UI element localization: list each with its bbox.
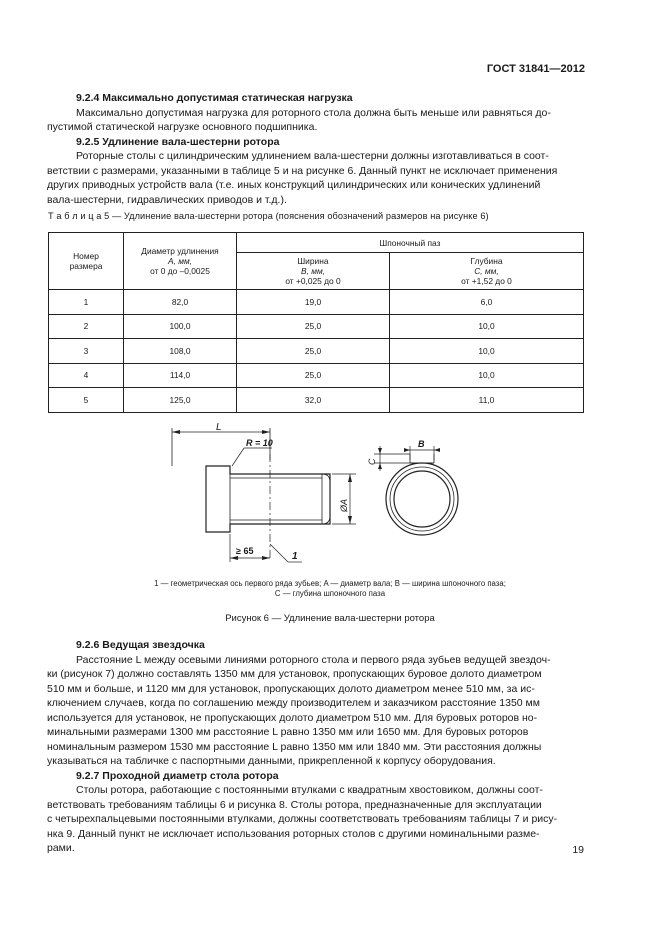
header-text: Глубина — [470, 256, 503, 266]
header-text: B, мм, — [300, 266, 326, 276]
table-5 — [48, 232, 584, 413]
shaft-drawing — [172, 428, 356, 562]
para-9-2-4 — [47, 106, 585, 135]
line: указываться на табличке с паспортными данными, прикрепленной к корпусу оборудования. — [47, 755, 496, 767]
line: ключением случаев, когда по соглашению между производителем и заказчиком расстояние 1350 мм — [47, 697, 540, 709]
section-bottom — [47, 638, 585, 856]
table-cell: 100,0 — [124, 314, 237, 339]
line: ветствии с размерами, указанными в таблице 5 и на рисунке 6. Данный пункт не исключает применения — [47, 164, 558, 177]
line: других приводных устройств вала (т.е. иных конструкций цилиндрических или конических удлинений — [47, 179, 541, 191]
line: Расстояние L между осевыми линиями роторного стола и первого ряда зубьев ведущей звездоч- — [76, 653, 551, 666]
para-9-2-6 — [47, 653, 585, 769]
line: 510 мм и больше, и 1120 мм для установок, пропускающих долото диаметром менее 510 мм, за ис- — [47, 682, 535, 695]
header-text: A, мм, — [167, 256, 193, 266]
table-cell: 114,0 — [124, 363, 237, 388]
header-text: Номер — [73, 251, 99, 261]
section-drawing — [374, 446, 458, 535]
label-B: B — [418, 439, 425, 449]
header-text: размера — [69, 261, 103, 271]
line: ки (рисунок 7) должно составлять 1350 мм для установок, пропускающих буровое долото диаметром — [47, 668, 542, 680]
table-cell: 25,0 — [237, 314, 390, 339]
line: вала-шестерни, гидравлических приводов и т.д.). — [47, 193, 287, 206]
header-keyway: Шпоночный паз — [237, 233, 584, 253]
table-cell: 5 — [49, 388, 124, 413]
line: пустимой статической нагрузке основного подшипника. — [47, 121, 318, 133]
label-A: ØA — [339, 498, 349, 512]
line: Роторные столы с цилиндрическим удлинением вала-шестерни должны изготавливаться в соот- — [76, 150, 549, 162]
figure-6-drawing — [160, 420, 480, 570]
table-cell: 10,0 — [390, 363, 584, 388]
table-cell: 2 — [49, 314, 124, 339]
table-row — [49, 314, 584, 339]
header-text: от 0 до –0,0025 — [150, 266, 210, 276]
table-cell: 6,0 — [390, 290, 584, 315]
header-number — [49, 233, 124, 290]
line: нка 9. Данный пункт не исключает использования роторных столов с другими номинальными разме- — [47, 827, 540, 840]
legend-line: 1 — геометрическая ось первого ряда зубьев; A — диаметр вала; B — ширина шпоночного паза; — [154, 579, 506, 588]
label-R: R = 10 — [246, 438, 273, 448]
label-ge: ≥ 65 — [236, 546, 254, 556]
table-cell: 25,0 — [237, 339, 390, 364]
heading-9-2-7: 9.2.7 Проходной диаметр стола ротора — [76, 769, 279, 782]
legend-line: C — глубина шпоночного паза — [274, 589, 386, 598]
table-caption: Т а б л и ц а 5 — Удлинение вала-шестерни ротора (пояснения обозначений размеров на рисунке 6) — [48, 211, 489, 221]
line: ветствовать требованиям таблицы 6 и рисунка 8. Столы ротора, предназначенные для эксплуатации — [47, 798, 542, 811]
header-text: от +1,52 до 0 — [461, 276, 512, 286]
line: с четырехпальцевыми постоянными втулками, должны соответствовать требованиям таблицы 7 и рису- — [47, 813, 558, 825]
line: минальными размерами 1300 мм расстояние L равно 1350 мм или 1650 мм. Для буровых роторов — [47, 726, 529, 738]
table-cell: 125,0 — [124, 388, 237, 413]
page-number: 19 — [572, 844, 584, 856]
label-1: 1 — [292, 551, 298, 562]
table-cell: 1 — [49, 290, 124, 315]
table-cell: 108,0 — [124, 339, 237, 364]
heading-9-2-4: 9.2.4 Максимально допустимая статическая нагрузка — [76, 92, 353, 104]
line: номинальным размером 1530 мм расстояние L равно 1350 мм или 1840 мм. Эти расстояния должны — [47, 740, 542, 753]
header-text: Диаметр удлинения — [141, 246, 219, 256]
table-cell: 11,0 — [390, 388, 584, 413]
figure-caption: Рисунок 6 — Удлинение вала-шестерни ротора — [225, 613, 435, 624]
table-cell: 25,0 — [237, 363, 390, 388]
header-text: C, мм, — [474, 266, 499, 276]
label-C: C — [367, 458, 377, 465]
table-row — [49, 290, 584, 315]
table-cell: 82,0 — [124, 290, 237, 315]
table-body — [49, 290, 584, 413]
header-depth — [390, 253, 584, 290]
heading-9-2-5: 9.2.5 Удлинение вала-шестерни ротора — [76, 135, 280, 148]
header-diameter — [124, 233, 237, 290]
heading-9-2-6: 9.2.6 Ведущая звездочка — [76, 639, 205, 651]
table-row — [49, 388, 584, 413]
table-cell: 3 — [49, 339, 124, 364]
table-cell: 10,0 — [390, 339, 584, 364]
table-cell: 4 — [49, 363, 124, 388]
header-text: Ширина — [297, 256, 329, 266]
para-9-2-7 — [47, 783, 585, 856]
table-row — [49, 339, 584, 364]
figure-legend — [70, 579, 590, 599]
table-cell: 19,0 — [237, 290, 390, 315]
document-header: ГОСТ 31841—2012 — [486, 63, 585, 75]
header-width — [237, 253, 390, 290]
line: используется для установок, не пропускающих долото диаметром 510 мм. Для буровых роторов но- — [47, 711, 538, 724]
header-text: от +0,025 до 0 — [285, 276, 341, 286]
line: Максимально допустимая нагрузка для роторного стола должна быть меньше или равняться до- — [76, 106, 551, 119]
line: Столы ротора, работающие с постоянными втулками с квадратным хвостовиком, должны соот- — [76, 784, 543, 796]
para-9-2-5 — [47, 149, 585, 207]
section-top — [47, 91, 585, 207]
line: рами. — [47, 842, 75, 854]
table-row — [49, 363, 584, 388]
table-cell: 10,0 — [390, 314, 584, 339]
table-cell: 32,0 — [237, 388, 390, 413]
label-L: L — [216, 422, 222, 433]
